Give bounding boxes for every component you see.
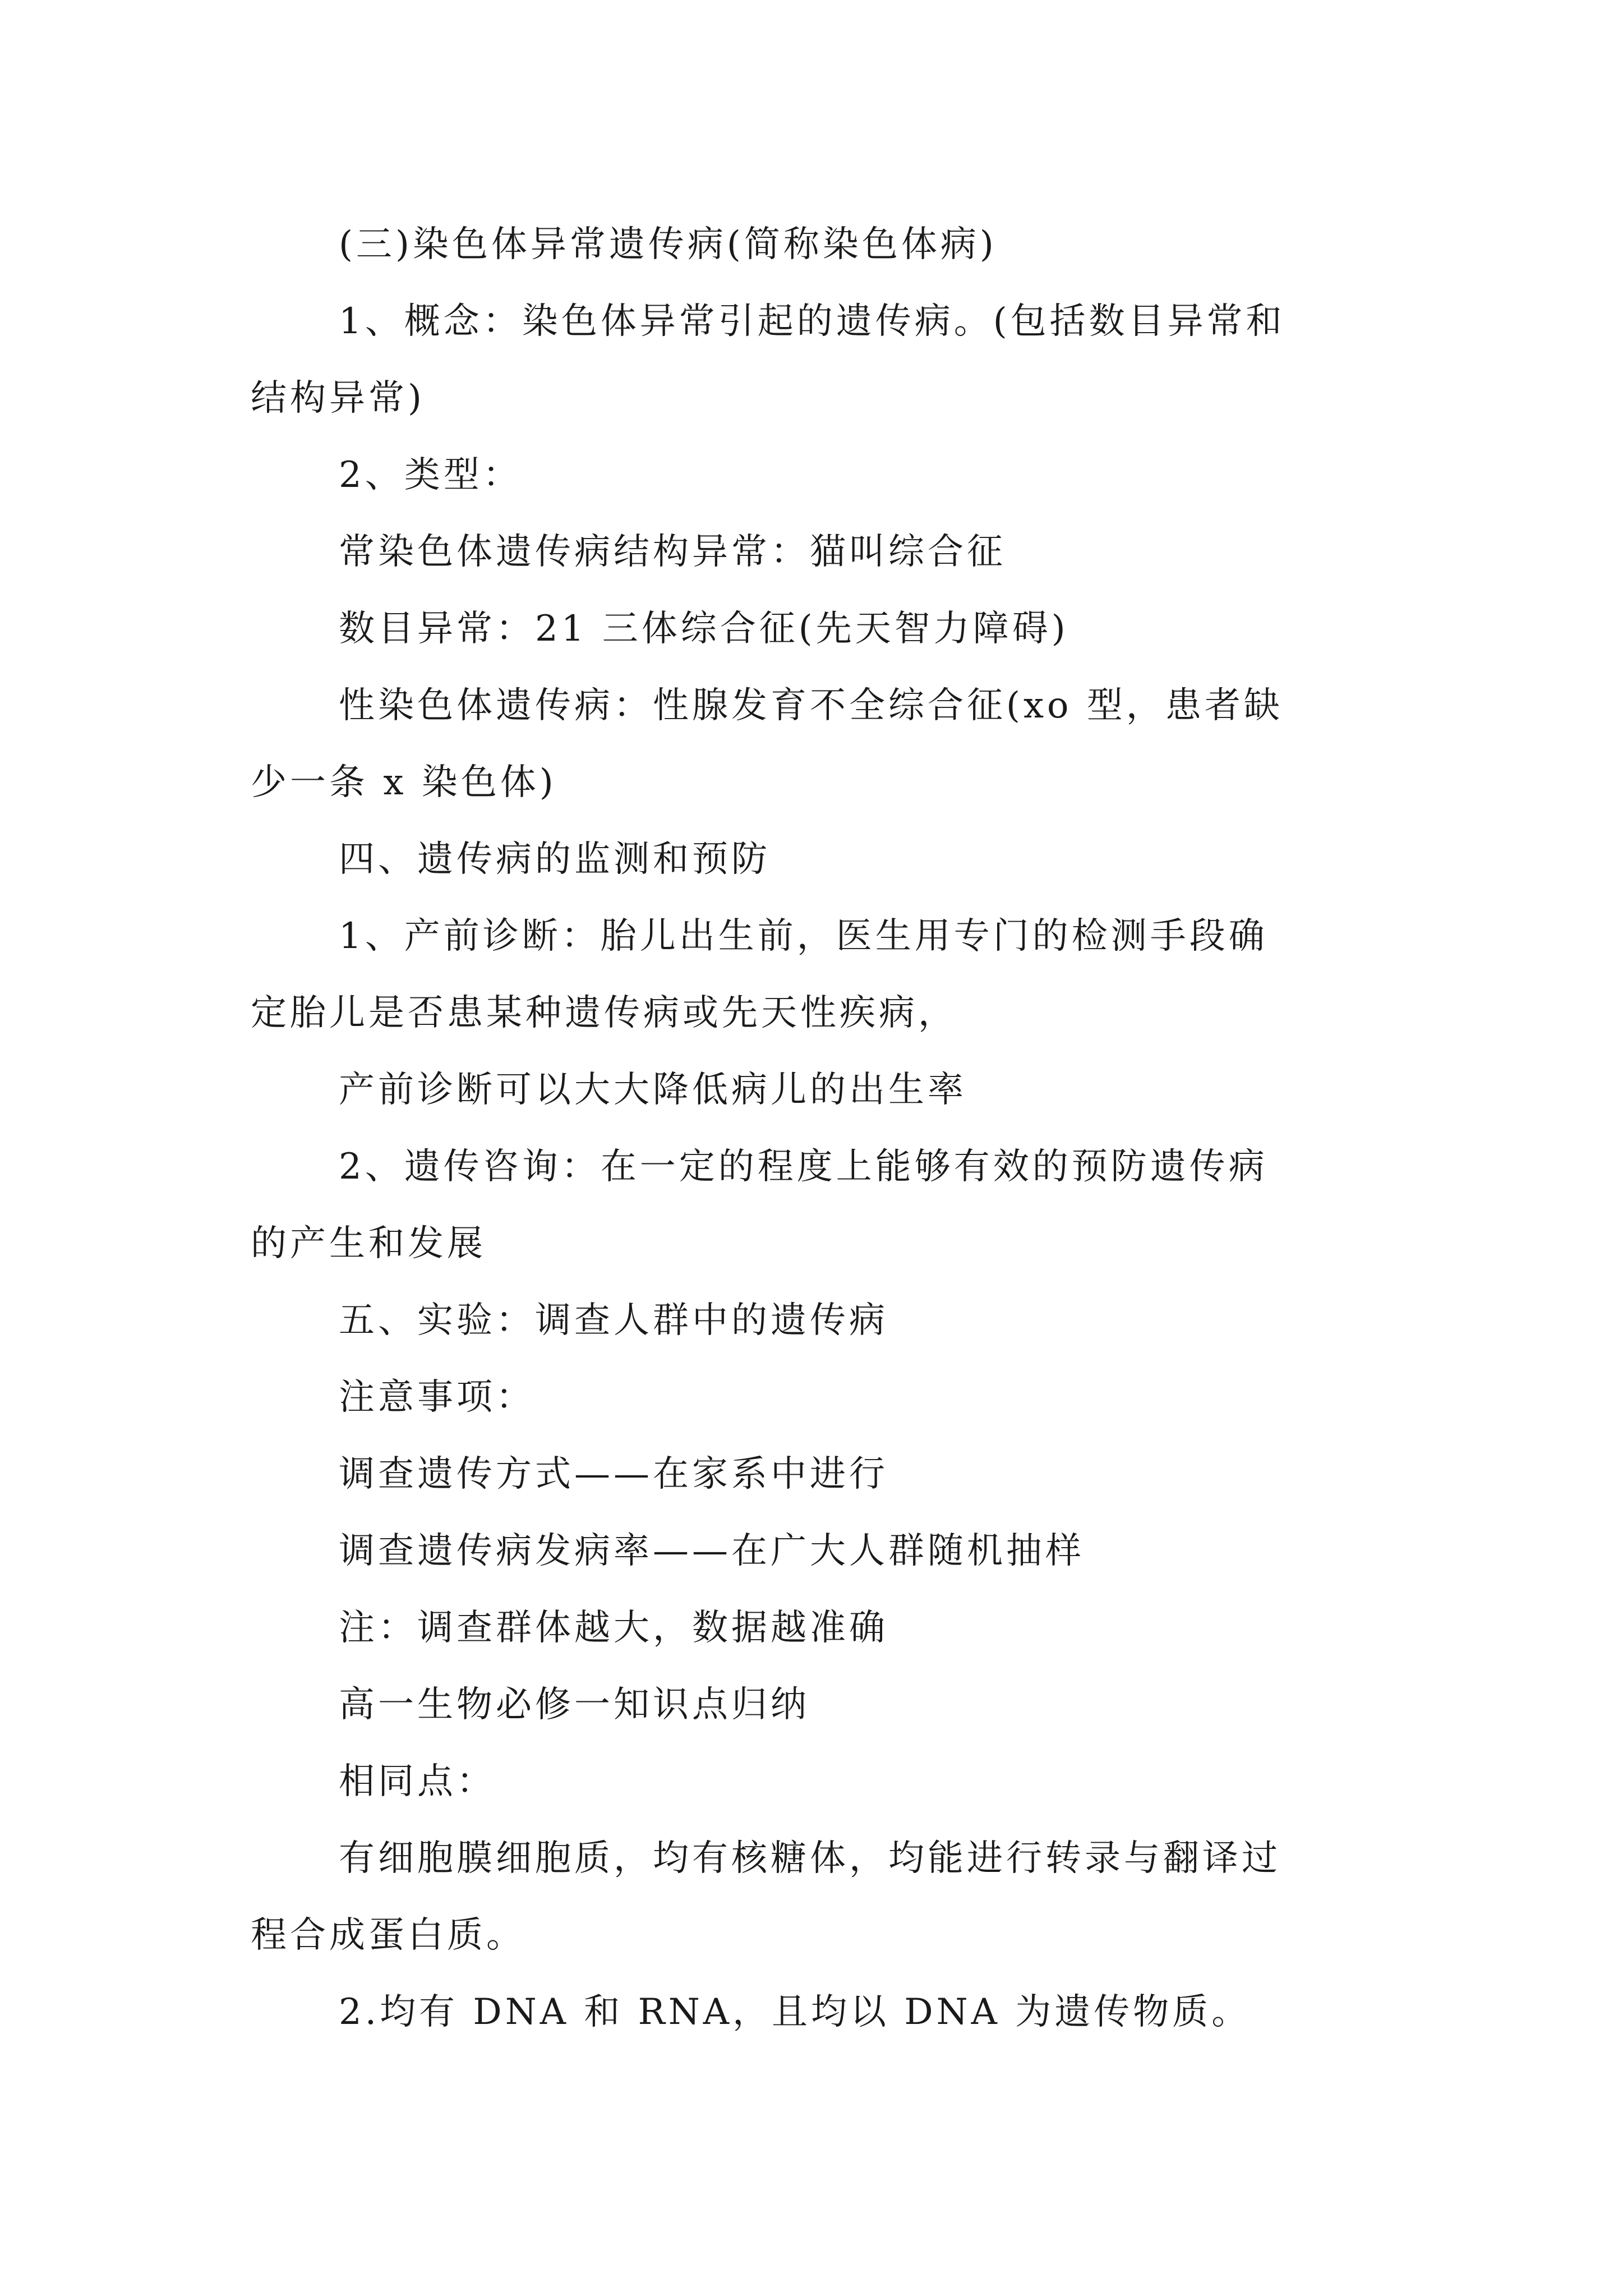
paragraph-line: 定胎儿是否患某种遗传病或先天性疾病， (251, 992, 957, 1034)
paragraph-line: 1、产前诊断：胎儿出生前，医生用专门的检测手段确 (339, 915, 1268, 957)
paragraph-line: 相同点： (339, 1761, 496, 1802)
paragraph-line: 少一条 x 染色体) (251, 762, 557, 803)
paragraph-line: 调查遗传病发病率——在广大人群随机抽样 (339, 1530, 1085, 1572)
paragraph-line: 性染色体遗传病：性腺发育不全综合征(xo 型，患者缺 (339, 685, 1283, 726)
paragraph-line: 的产生和发展 (251, 1223, 486, 1264)
paragraph-line: 程合成蛋白质。 (251, 1915, 525, 1956)
paragraph-line: 2.均有 DNA 和 RNA，且均以 DNA 为遗传物质。 (339, 1991, 1251, 2033)
paragraph-line: 常染色体遗传病结构异常：猫叫综合征 (339, 531, 1006, 573)
paragraph-line: 结构异常) (251, 378, 425, 419)
section-heading-experiment: 五、实验：调查人群中的遗传病 (339, 1300, 888, 1341)
section-heading-summary: 高一生物必修一知识点归纳 (339, 1684, 810, 1726)
section-heading-chromosome-disease: (三)染色体异常遗传病(简称染色体病) (339, 224, 997, 265)
paragraph-line: 注意事项： (339, 1377, 535, 1418)
section-heading-monitoring: 四、遗传病的监测和预防 (339, 839, 771, 880)
paragraph-line: 有细胞膜细胞质，均有核糖体，均能进行转录与翻译过 (339, 1838, 1281, 1879)
paragraph-line: 数目异常：21 三体综合征(先天智力障碍) (339, 608, 1069, 650)
paragraph-line: 调查遗传方式——在家系中进行 (339, 1453, 888, 1495)
paragraph-line: 2、遗传咨询：在一定的程度上能够有效的预防遗传病 (339, 1146, 1268, 1188)
paragraph-line: 产前诊断可以大大降低病儿的出生率 (339, 1069, 967, 1111)
paragraph-line: 2、类型： (339, 454, 522, 496)
paragraph-line: 注：调查群体越大，数据越准确 (339, 1607, 888, 1649)
paragraph-line: 1、概念：染色体异常引起的遗传病。(包括数目异常和 (339, 301, 1285, 342)
